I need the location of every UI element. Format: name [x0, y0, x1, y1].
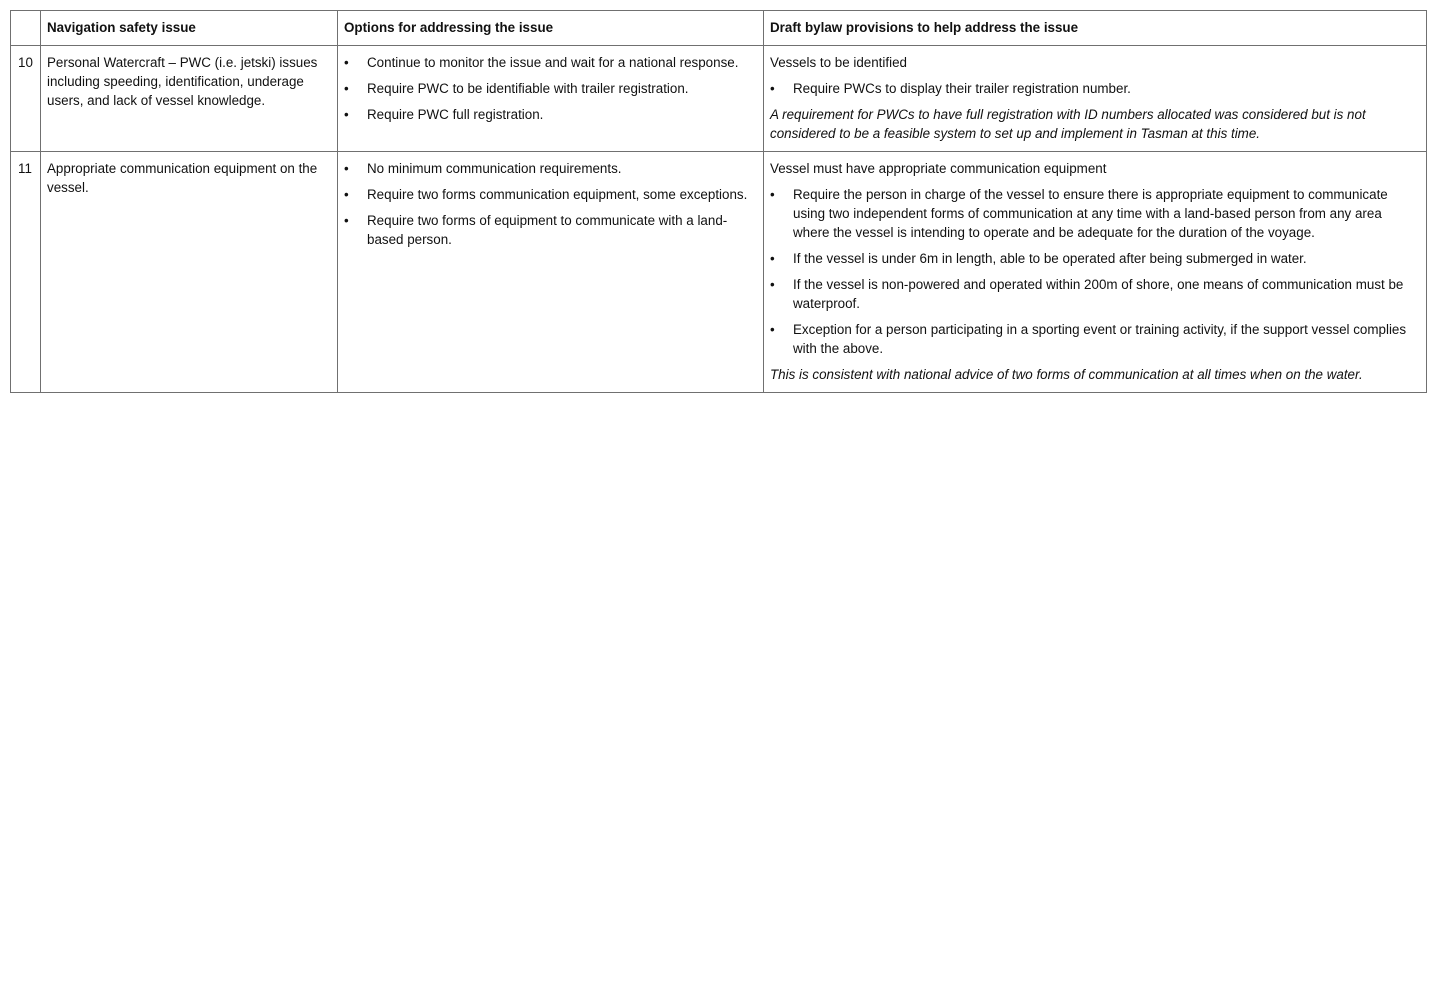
list-item — [344, 79, 757, 98]
row-number: 11 — [11, 152, 41, 393]
list-item — [344, 159, 757, 178]
option-text: Require two forms of equipment to communicate with a land-based person. — [367, 213, 728, 247]
table-row — [11, 46, 1427, 152]
bullet-icon: • — [770, 322, 775, 337]
header-issue: Navigation safety issue — [41, 11, 338, 46]
draft-point-text: Exception for a person participating in a sporting event or training activity, if the support vessel complies with the above. — [793, 322, 1407, 356]
list-item — [344, 185, 757, 204]
bullet-icon: • — [344, 55, 349, 70]
issue-cell: Appropriate communication equipment on the vessel. — [41, 152, 338, 393]
bullet-icon: • — [344, 107, 349, 122]
list-item — [770, 185, 1420, 242]
draft-point-text: If the vessel is non-powered and operated within 200m of shore, one means of communication must be waterproof. — [793, 277, 1404, 311]
bullet-icon: • — [770, 81, 775, 96]
draft-cell — [764, 46, 1427, 152]
bullet-icon: • — [344, 187, 349, 202]
draft-point-text: Require the person in charge of the vessel to ensure there is appropriate equipment to communicate using two independent forms of communication at any time with a land-based person from any area where the vessel is intending to operate and be adequate for the duration of the voyage. — [793, 187, 1388, 240]
option-text: Require PWC to be identifiable with trailer registration. — [367, 81, 689, 96]
list-item — [770, 79, 1420, 98]
draft-list — [770, 79, 1420, 98]
list-item — [344, 211, 757, 249]
option-text: Require PWC full registration. — [367, 107, 544, 122]
option-text: No minimum communication requirements. — [367, 161, 622, 176]
draft-note: A requirement for PWCs to have full registration with ID numbers allocated was considered but is not considered to be a feasible system to set up and implement in Tasman at this time. — [770, 107, 1366, 141]
options-cell — [338, 152, 764, 393]
list-item — [770, 249, 1420, 268]
draft-list — [770, 185, 1420, 358]
table-header-row — [11, 11, 1427, 46]
option-text: Require two forms communication equipment, some exceptions. — [367, 187, 748, 202]
issue-cell: Personal Watercraft – PWC (i.e. jetski) issues including speeding, identification, underage users, and lack of vessel knowledge. — [41, 46, 338, 152]
list-item — [344, 53, 757, 72]
bullet-icon: • — [770, 251, 775, 266]
draft-point-text: Require PWCs to display their trailer registration number. — [793, 81, 1131, 96]
header-number — [11, 11, 41, 46]
draft-point-text: If the vessel is under 6m in length, able to be operated after being submerged in water. — [793, 251, 1307, 266]
options-cell — [338, 46, 764, 152]
options-list — [344, 53, 757, 124]
draft-note: This is consistent with national advice of two forms of communication at all times when on the water. — [770, 367, 1363, 382]
bullet-icon: • — [344, 81, 349, 96]
bullet-icon: • — [770, 277, 775, 292]
option-text: Continue to monitor the issue and wait for a national response. — [367, 55, 739, 70]
table-row — [11, 152, 1427, 393]
options-list — [344, 159, 757, 249]
header-draft: Draft bylaw provisions to help address the issue — [764, 11, 1427, 46]
navigation-safety-table — [10, 10, 1427, 393]
draft-heading: Vessel must have appropriate communication equipment — [770, 161, 1107, 176]
list-item — [770, 275, 1420, 313]
header-options: Options for addressing the issue — [338, 11, 764, 46]
bullet-icon: • — [344, 161, 349, 176]
row-number: 10 — [11, 46, 41, 152]
draft-heading: Vessels to be identified — [770, 55, 907, 70]
bullet-icon: • — [344, 213, 349, 228]
draft-cell — [764, 152, 1427, 393]
list-item — [770, 320, 1420, 358]
bullet-icon: • — [770, 187, 775, 202]
list-item — [344, 105, 757, 124]
